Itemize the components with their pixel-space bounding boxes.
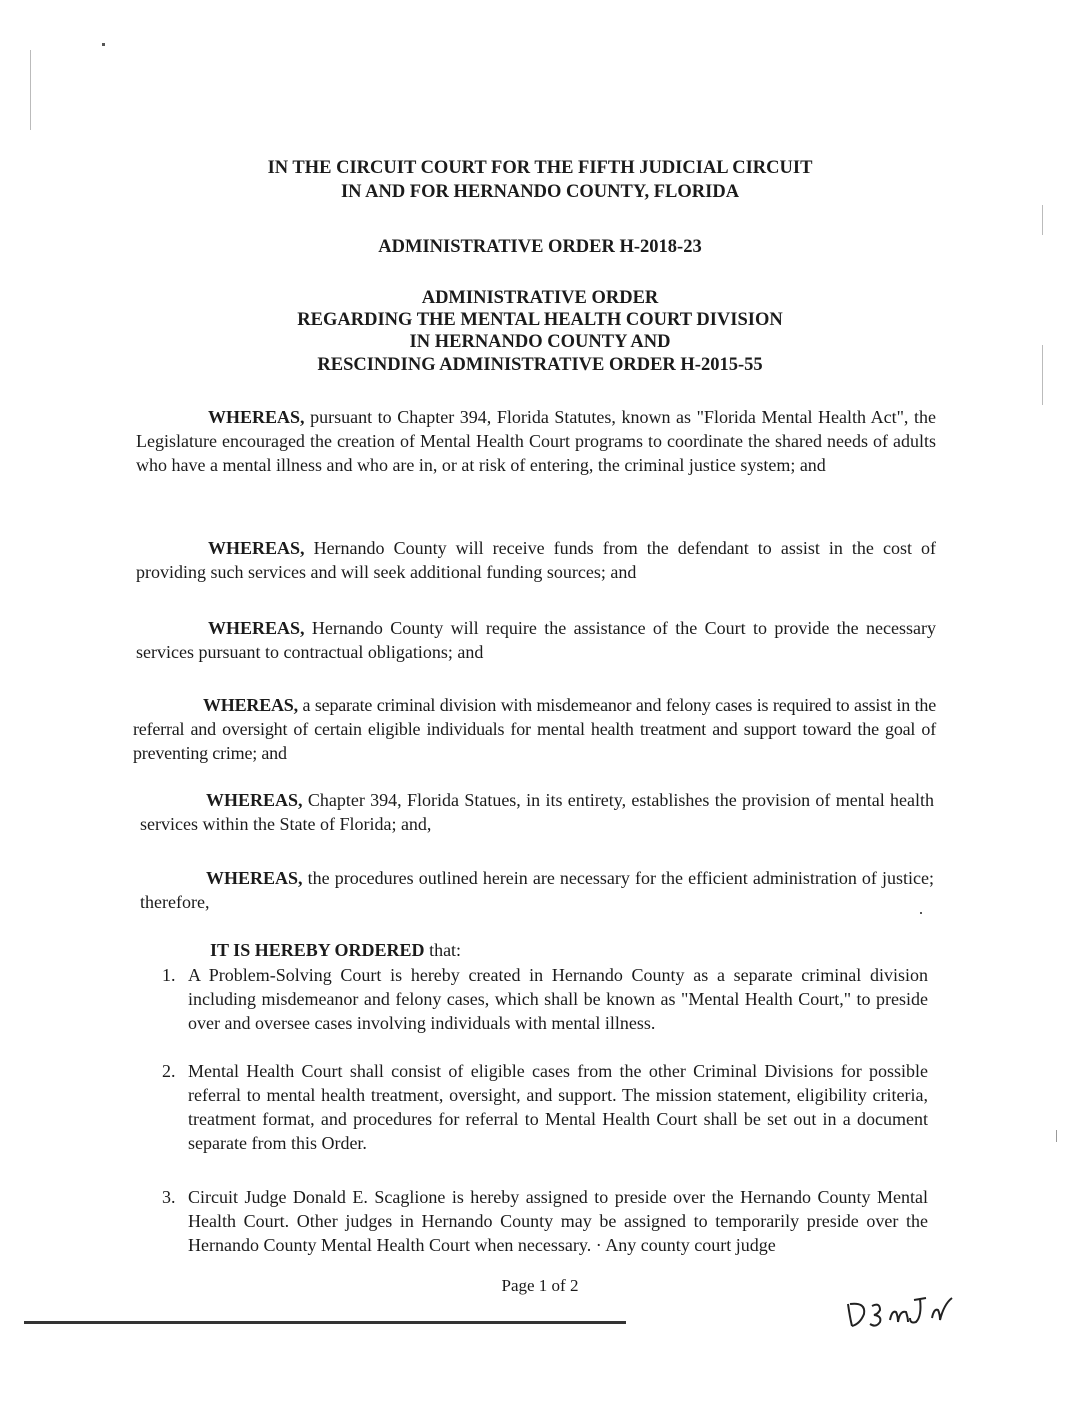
item-number: 1. xyxy=(162,965,176,985)
whereas-paragraph xyxy=(140,866,934,914)
item-number: 2. xyxy=(162,1061,176,1081)
whereas-paragraph xyxy=(136,616,936,664)
whereas-paragraph xyxy=(136,405,936,477)
whereas-lead: WHEREAS, xyxy=(203,695,298,715)
whereas-text: the procedures outlined herein are necessary for the efficient administration of justice; therefore, xyxy=(140,868,934,912)
ordered-clause xyxy=(210,940,461,961)
scan-speck xyxy=(920,912,922,914)
whereas-lead: WHEREAS, xyxy=(208,618,305,638)
whereas-lead: WHEREAS, xyxy=(208,407,305,427)
order-item xyxy=(162,1059,938,1159)
whereas-lead: WHEREAS, xyxy=(206,868,303,888)
handwritten-initials xyxy=(840,1282,980,1332)
whereas-lead: WHEREAS, xyxy=(206,790,303,810)
court-header-line-2: IN AND FOR HERNANDO COUNTY, FLORIDA xyxy=(340,182,740,202)
title-line-1: ADMINISTRATIVE ORDER xyxy=(421,288,659,308)
scan-speck xyxy=(102,43,105,46)
order-item xyxy=(162,963,938,1038)
item-text: Circuit Judge Donald E. Scaglione is hereby assigned to preside over the Hernando County Mental Health Court. Other judges in Hernando County may be assigned to temporarily preside over the Hernando County Mental Health Court when necessary. · Any county court judge xyxy=(188,1187,928,1255)
scan-speck xyxy=(1042,345,1043,405)
court-header-line-1: IN THE CIRCUIT COURT FOR THE FIFTH JUDICIAL CIRCUIT xyxy=(267,158,813,178)
order-number: ADMINISTRATIVE ORDER H-2018-23 xyxy=(378,237,702,257)
scan-speck xyxy=(30,50,31,130)
item-number: 3. xyxy=(162,1187,176,1207)
title-line-3: IN HERNANDO COUNTY AND xyxy=(409,332,671,352)
order-item xyxy=(162,1185,938,1260)
whereas-paragraph xyxy=(133,693,936,765)
page-footer: Page 1 of 2 xyxy=(501,1276,579,1295)
whereas-text: Hernando County will require the assistance of the Court to provide the necessary services pursuant to contractual obligations; and xyxy=(136,618,936,662)
item-text: A Problem-Solving Court is hereby created in Hernando County as a separate criminal division including misdemeanor and felony cases, which shall be known as "Mental Health Court," to preside over and oversee cases involving individuals with mental illness. xyxy=(188,965,928,1033)
title-line-2: REGARDING THE MENTAL HEALTH COURT DIVISION xyxy=(297,310,783,330)
ordered-lead: IT IS HEREBY ORDERED xyxy=(210,940,425,960)
title-line-4: RESCINDING ADMINISTRATIVE ORDER H-2015-55 xyxy=(317,355,763,375)
whereas-text: Hernando County will receive funds from the defendant to assist in the cost of providing such services and will seek additional funding sources; and xyxy=(136,538,936,582)
scan-edge-line xyxy=(24,1321,626,1324)
whereas-paragraph xyxy=(140,788,934,836)
whereas-text: Chapter 394, Florida Statues, in its entirety, establishes the provision of mental health services within the State of Florida; and, xyxy=(140,790,934,834)
scan-speck xyxy=(1042,205,1043,235)
whereas-text: a separate criminal division with misdemeanor and felony cases is required to assist in the referral and oversight of certain eligible individuals for mental health treatment and support toward the goal of preventing crime; and xyxy=(133,695,936,763)
scan-speck xyxy=(1056,1130,1057,1142)
whereas-text: pursuant to Chapter 394, Florida Statutes, known as "Florida Mental Health Act", the Legislature encouraged the creation of Mental Health Court programs to coordinate the shared needs of adults who have a mental illness and who are in, or at risk of entering, the criminal justice system; and xyxy=(136,407,936,475)
whereas-paragraph xyxy=(136,536,936,584)
item-text: Mental Health Court shall consist of eligible cases from the other Criminal Divisions for possible referral to mental health treatment, oversight, and support. The mission statement, eligibility criteria, treatment format, and procedures for referral to Mental Health Court shall be set out in a document separate from this Order. xyxy=(188,1061,928,1153)
ordered-rest: that: xyxy=(424,940,462,960)
whereas-lead: WHEREAS, xyxy=(208,538,305,558)
